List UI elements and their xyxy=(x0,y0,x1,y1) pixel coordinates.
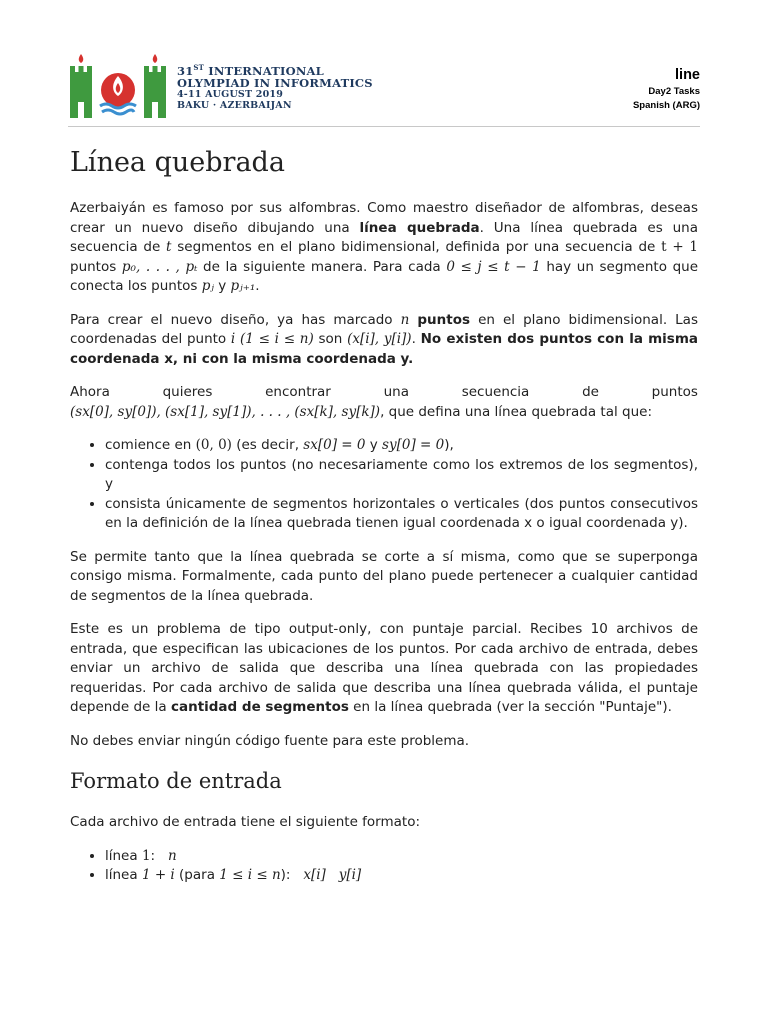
input-format-list xyxy=(70,847,698,886)
paragraph-overlap: Se permite tanto que la línea quebrada se corte a sí misma, como que se superponga consigo misma. Formalmente, cada punto del plano puede pertenecer a cualquier cantidad de segmentos de la línea quebrada. xyxy=(70,548,698,604)
task-day: Day2 Tasks xyxy=(648,86,700,97)
olympiad-title xyxy=(177,62,373,111)
paragraph-intro: Azerbaiyán es famoso por sus alfombras. Como maestro diseñador de alfombras, deseas crear un nuevo diseño dibujando una línea quebrada. Una línea quebrada es una secuencia de t segmentos en el plano bidimensional, definida por una secuencia de t + 1 puntos p₀, . . . , pₜ de la siguiente manera. Para cada 0 ≤ j ≤ t − 1 hay un segmento que conecta los puntos pⱼ y pⱼ₊₁. xyxy=(70,200,699,294)
document-body xyxy=(70,145,698,900)
list-item: • línea 1: n xyxy=(105,847,698,867)
header-divider xyxy=(68,126,700,127)
list-item: • contenga todos los puntos (no necesariamente como los extremos de los segmentos), y xyxy=(105,456,698,495)
ioi-logo-icon xyxy=(68,50,168,120)
olympiad-dates: 4-11 AUGUST 2019 xyxy=(177,88,284,100)
conditions-list xyxy=(70,436,698,534)
list-item: • consista únicamente de segmentos horizontales o verticales (dos puntos consecutivos en la definición de la línea quebrada tienen igual coordenada x o igual coordenada y). xyxy=(105,495,698,534)
task-name: line xyxy=(675,67,700,83)
list-item: • línea 1 + i (para 1 ≤ i ≤ n): x[i] y[i] xyxy=(105,866,698,886)
paragraph-points: Para crear el nuevo diseño, ya has marcado n puntos en el plano bidimensional. Las coordenadas del punto i (1 ≤ i ≤ n) son (x[i], y[i]). No existen dos puntos con la misma coordenada x, ni con la misma coordenada y. xyxy=(70,311,698,367)
section-title-input-format: Formato de entrada xyxy=(70,769,282,793)
olympiad-line2: OLYMPIAD IN INFORMATICS xyxy=(177,75,373,90)
olympiad-line1: 31ST INTERNATIONAL xyxy=(177,63,324,78)
paragraph-input-format: Cada archivo de entrada tiene el siguiente formato: xyxy=(70,814,421,830)
list-item: • comience en (0, 0) (es decir, sx[0] = 0 y sy[0] = 0), xyxy=(105,436,698,456)
header xyxy=(68,44,700,126)
paragraph-sequence-line1: Ahora quieres encontrar una secuencia de puntos xyxy=(70,384,698,400)
task-language: Spanish (ARG) xyxy=(632,100,700,111)
paragraph-sequence: Ahora quieres encontrar una secuencia de puntos (sx[0], sy[0]), (sx[1], sy[1]), . . . , (sx[k], sy[k]), que defina una línea quebrada tal que: xyxy=(70,384,698,420)
page-title: Línea quebrada xyxy=(70,147,285,178)
olympiad-place: BAKU · AZERBAIJAN xyxy=(177,99,292,111)
task-meta xyxy=(633,66,700,113)
paragraph-output-only: Este es un problema de tipo output-only, con puntaje parcial. Recibes 10 archivos de entrada, que especifican las ubicaciones de los puntos. Por cada archivo de entrada, debes enviar un archivo de salida que describa una línea quebrada con las propiedades requeridas. Por cada archivo de salida que describa una línea quebrada válida, el puntaje depende de la cantidad de segmentos en la línea quebrada (ver la sección "Puntaje"). xyxy=(70,621,698,715)
paragraph-no-source: No debes enviar ningún código fuente para este problema. xyxy=(70,732,470,749)
